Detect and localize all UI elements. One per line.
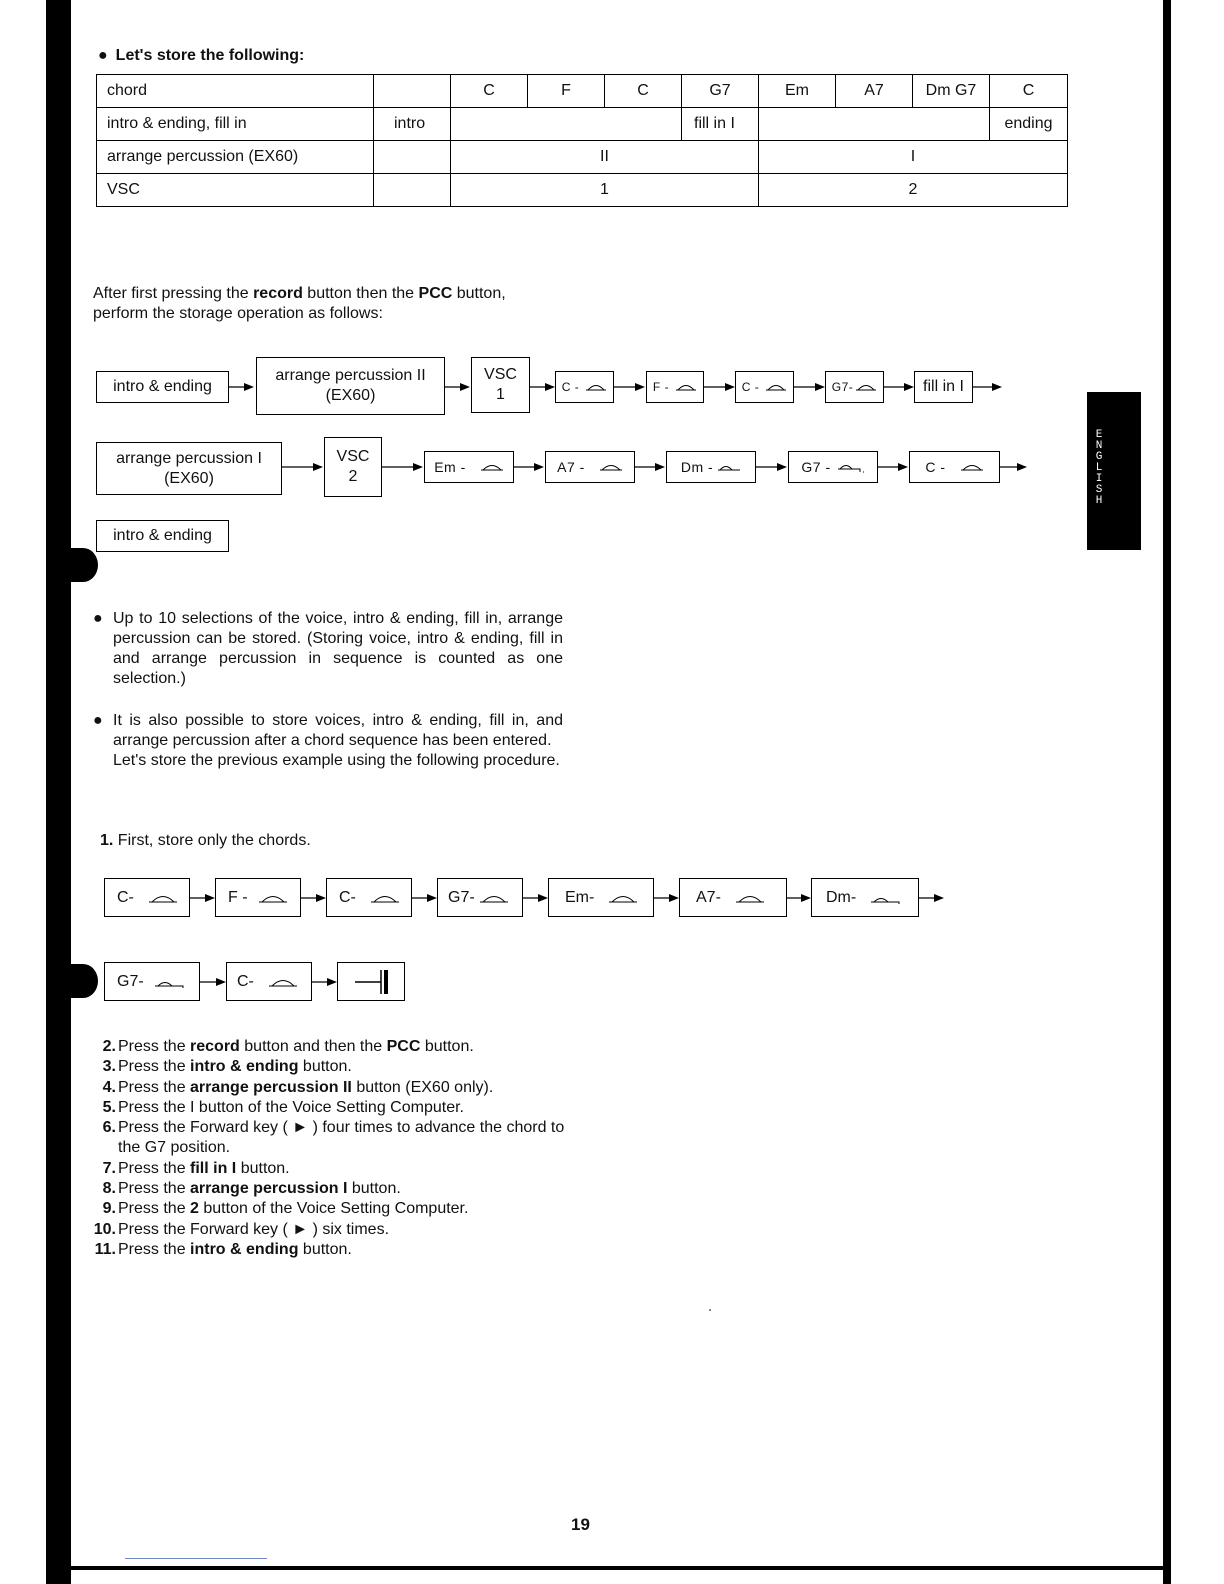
flow-box-chord: G7- <box>825 371 884 403</box>
forward-key-icon: ► <box>292 1220 309 1238</box>
arrow-right-icon <box>1000 461 1028 473</box>
table-row <box>97 108 1068 141</box>
flow-box-chord: F - <box>646 371 704 403</box>
table-cell: fill in I <box>682 108 759 141</box>
table-cell <box>759 108 990 141</box>
full-note-icon <box>585 382 607 392</box>
table-cell: 1 <box>451 174 759 207</box>
table-cell: C <box>990 75 1068 108</box>
arrow-right-icon <box>787 892 812 904</box>
flow-box-chord: C - <box>735 371 794 403</box>
table-cell: C <box>605 75 682 108</box>
flow-box-chord: C - <box>555 371 614 403</box>
full-note-icon <box>855 382 877 392</box>
chord-seq-box: G7- <box>104 962 200 1001</box>
table-cell: I <box>759 141 1068 174</box>
half-note-icon <box>837 461 865 473</box>
chord-seq-box: C- <box>326 878 412 917</box>
arrow-right-icon <box>301 892 327 904</box>
arrow-right-icon <box>312 976 338 988</box>
list-item: 4. Press the arrange percussion II button (EX60 only). <box>102 1078 494 1096</box>
full-note-icon <box>599 462 623 472</box>
arrow-right-icon <box>973 381 1003 393</box>
bullet-icon: ● <box>98 47 108 64</box>
table-cell <box>374 174 451 207</box>
full-note-icon <box>960 462 984 472</box>
chord-table <box>96 74 1068 207</box>
table-cell: intro <box>374 108 451 141</box>
flow-box-chord: A7 - <box>545 451 635 483</box>
flow-box-vsc-2: VSC 2 <box>324 437 382 497</box>
full-note-icon <box>148 892 178 904</box>
flow-box-arrange-percussion-2: arrange percussion II (EX60) <box>256 357 445 415</box>
arrow-right-icon <box>884 381 915 393</box>
arrow-right-icon <box>756 461 788 473</box>
table-row <box>97 75 1068 108</box>
full-note-icon <box>735 892 765 904</box>
table-cell: G7 <box>682 75 759 108</box>
full-note-icon <box>480 462 504 472</box>
chord-seq-box: Dm- <box>811 878 919 917</box>
chord-seq-box: F - <box>215 878 301 917</box>
list-item: 10. Press the Forward key ( ► ) six times. <box>93 1220 390 1238</box>
table-cell: Em <box>759 75 836 108</box>
arrow-right-icon <box>654 892 680 904</box>
table-cell <box>451 108 682 141</box>
step-1: 1. First, store only the chords. <box>100 832 311 849</box>
page-number: 19 <box>571 1515 590 1534</box>
flow-box-chord: Dm - <box>666 451 756 483</box>
list-item: 2. Press the record button and then the PCC button. <box>102 1038 474 1055</box>
chord-seq-box: C- <box>104 878 190 917</box>
list-item: 5. Press the I button of the Voice Setting Computer. <box>102 1098 464 1116</box>
flow-box-fill-in-1: fill in I <box>914 371 973 403</box>
table-cell: A7 <box>836 75 913 108</box>
arrow-right-icon <box>445 381 471 393</box>
arrow-right-icon <box>635 461 666 473</box>
flow-box-vsc-1: VSC 1 <box>471 357 530 413</box>
list-item: ● It is also possible to store voices, intro & ending, fill in, and arrange percussion after a chord sequence has been entered. Let's store the previous example using the following procedure. <box>93 712 563 769</box>
full-note-icon <box>608 892 638 904</box>
full-note-icon <box>479 892 509 904</box>
table-cell <box>374 75 451 108</box>
arrow-right-icon <box>412 892 438 904</box>
arrow-right-icon <box>523 892 549 904</box>
half-note-icon <box>154 976 184 988</box>
table-row-label: arrange percussion (EX60) <box>97 141 374 174</box>
flow-box-arrange-percussion-1: arrange percussion I (EX60) <box>96 442 282 495</box>
right-border <box>1163 0 1171 1584</box>
bullet-icon: ● <box>93 712 103 729</box>
flow-box-chord: Em - <box>424 451 514 483</box>
flow-box-chord: G7 - <box>788 451 878 483</box>
flow-box-intro-ending: intro & ending <box>96 520 229 552</box>
half-note-icon <box>870 892 900 904</box>
arrow-right-icon <box>282 461 324 473</box>
arrow-right-icon <box>919 892 945 904</box>
arrow-right-icon <box>614 381 646 393</box>
list-item: ● Up to 10 selections of the voice, intro & ending, fill in, arrange percussion can be stored. (Storing voice, intro & ending, fill in and arrange percussion in sequence is counted as one selection.) <box>93 610 563 687</box>
table-cell: C <box>451 75 528 108</box>
list-item: 3. Press the intro & ending button. <box>102 1058 352 1076</box>
full-note-icon <box>370 892 400 904</box>
bullet-icon: ● <box>93 610 103 627</box>
list-item: 8. Press the arrange percussion I button. <box>102 1180 401 1198</box>
table-cell: II <box>451 141 759 174</box>
step-list <box>88 1037 578 1260</box>
chord-seq-box: A7- <box>679 878 787 917</box>
table-row-label: VSC <box>97 174 374 207</box>
full-note-icon <box>268 976 298 988</box>
chord-seq-box: Em- <box>548 878 654 917</box>
list-item: 7. Press the fill in I button. <box>102 1159 290 1177</box>
table-row-label: intro & ending, fill in <box>97 108 374 141</box>
chord-seq-box: C- <box>226 962 312 1001</box>
arrow-right-icon <box>878 461 909 473</box>
full-note-icon <box>675 382 697 392</box>
flow-box-chord: C - <box>909 451 1000 483</box>
list-item: 11. Press the intro & ending button. <box>94 1240 352 1258</box>
instruction-paragraph: After first pressing the record button then the PCC button, perform the storage operation as follows: <box>93 285 506 322</box>
list-item: 9. Press the 2 button of the Voice Setting Computer. <box>102 1200 469 1218</box>
table-cell: 2 <box>759 174 1068 207</box>
arrow-right-icon <box>190 892 216 904</box>
table-cell: Dm G7 <box>913 75 990 108</box>
language-tab-label: E N G L I S H <box>1095 429 1103 507</box>
table-row <box>97 141 1068 174</box>
end-mark-box <box>337 962 405 1001</box>
table-cell <box>374 141 451 174</box>
arrow-right-icon <box>794 381 826 393</box>
arrow-right-icon <box>530 381 556 393</box>
full-note-icon <box>258 892 288 904</box>
table-row-label: chord <box>97 75 374 108</box>
arrow-right-icon <box>200 976 227 988</box>
binding-hole-mark <box>68 964 98 998</box>
binding-hole-mark <box>68 548 98 582</box>
table-cell: F <box>528 75 605 108</box>
list-item: 6. Press the Forward key ( ► ) four times to advance the chord to the G7 position. <box>102 1119 565 1157</box>
end-mark-icon <box>351 968 391 996</box>
flow-box-intro-ending: intro & ending <box>96 371 229 403</box>
arrow-right-icon <box>382 461 424 473</box>
section-heading: ● Let's store the following: <box>98 47 305 64</box>
left-border <box>46 0 71 1584</box>
chord-seq-box: G7- <box>437 878 523 917</box>
scan-dot <box>709 1309 711 1311</box>
arrow-right-icon <box>704 381 736 393</box>
table-cell: ending <box>990 108 1068 141</box>
arrow-right-icon <box>514 461 545 473</box>
bottom-border <box>46 1566 1171 1570</box>
scan-line <box>125 1558 267 1559</box>
half-note-icon <box>717 462 741 472</box>
arrow-right-icon <box>229 381 255 393</box>
full-note-icon <box>765 382 787 392</box>
table-row <box>97 174 1068 207</box>
forward-key-icon: ► <box>292 1119 309 1137</box>
